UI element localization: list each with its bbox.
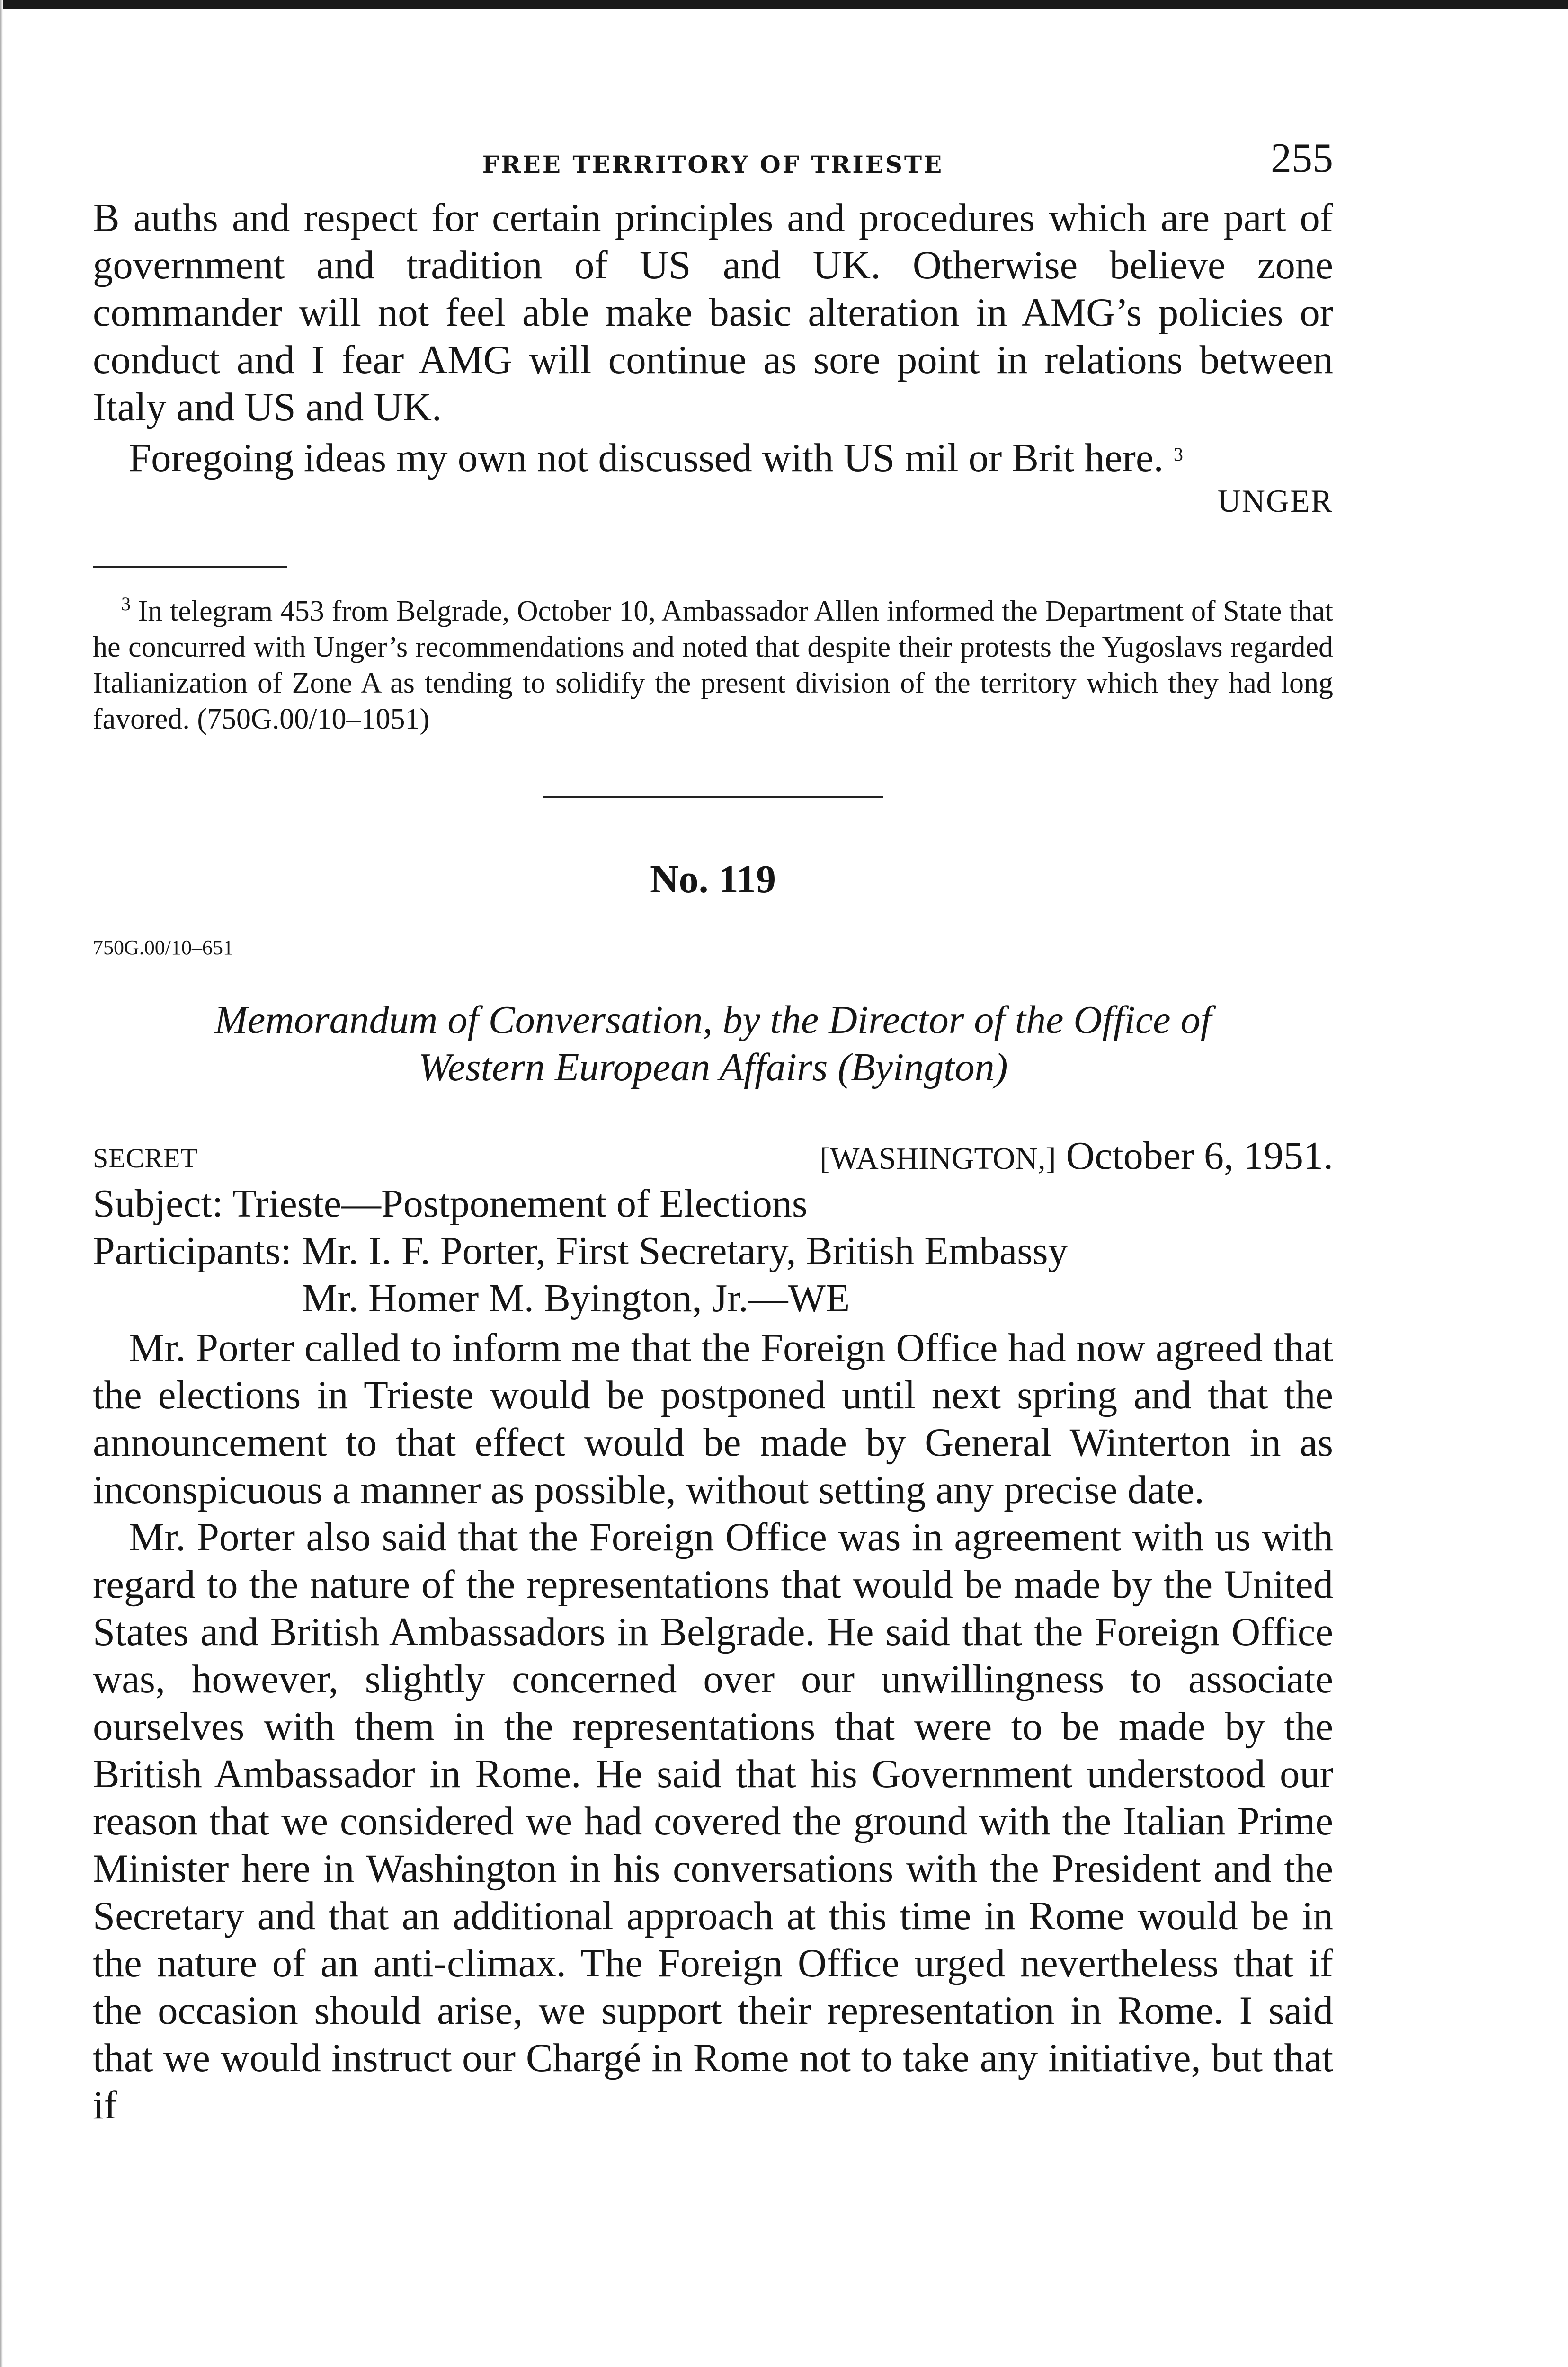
participant: Mr. I. F. Porter, First Secretary, British Embassy (302, 1229, 1068, 1273)
page-number: 255 (1271, 135, 1333, 181)
closing-paragraph-text: Foregoing ideas my own not discussed with US mil or Brit here. (129, 436, 1164, 480)
running-header (93, 128, 1333, 194)
page (93, 128, 1333, 2129)
signature: UNGER (1217, 483, 1333, 519)
footnote (93, 586, 1333, 737)
continued-paragraph: B auths and respect for certain principles and procedures which are part of government and tradition of US and UK. Otherwise believe zone commander will not feel able make basic alteration in AMG’s policies or conduct and I fear AMG will continue as sore point in relations between Italy and US and UK. (93, 196, 1333, 429)
participants-label: Participants: (93, 1229, 292, 1273)
memo-paragraph: Mr. Porter also said that the Foreign Office was in agreement with us with regard to the nature of the representations that would be made by the United States and British Ambassadors in Belgrade. He said that the Foreign Office was, however, slightly concerned over our unwillingness to associate ourselves with them in the representations that were to be made by the British Ambassador in Rome. He said that his Government understood our reason that we considered we had covered the ground with the Italian Prime Minister here in Washington in his conversations with the President and the Secretary and that an additional approach at this time in Rome would be in the nature of an anti-climax. The Foreign Office urged nevertheless that if the occasion should arise, we support their representation in Rome. I said that we would instruct our Chargé in Rome not to take any initiative, but that if (93, 1515, 1333, 2127)
memo-paragraph: Mr. Porter called to inform me that the Foreign Office had now agreed that the elections in Trieste would be postponed until next spring and that the announcement to that effect would be made by General Winterton in as inconspicuous a manner as possible, without setting any precise date. (93, 1326, 1333, 1512)
classification-marking: SECRET (93, 1143, 198, 1174)
footnote-marker: 3 (121, 593, 131, 614)
subject-text: Trieste—Postponement of Elections (232, 1182, 808, 1226)
scan-top-border (0, 0, 1568, 9)
file-number: 750G.00/10–651 (93, 936, 233, 959)
running-title: FREE TERRITORY OF TRIESTE (482, 151, 944, 178)
participants-block (93, 1228, 1333, 1322)
participant: Mr. Homer M. Byington, Jr.—WE (302, 1276, 850, 1320)
document-title-line-2: Western European Affairs (Byington) (418, 1045, 1008, 1089)
classification-dateline-row (93, 1133, 1333, 1180)
dateline (820, 1133, 1333, 1179)
dateline-place: [WASHINGTON,] (820, 1141, 1056, 1176)
section-divider (543, 796, 883, 798)
closing-paragraph (93, 431, 1333, 481)
document-title (93, 997, 1333, 1091)
subject-line (93, 1180, 1333, 1228)
footnote-divider (93, 566, 287, 568)
footnote-reference: 3 (1173, 444, 1183, 465)
scan-left-edge (0, 0, 3, 2367)
document-number: No. 119 (650, 857, 776, 901)
footnote-text: In telegram 453 from Belgrade, October 10, Ambassador Allen informed the Department of State that he concurred with Unger’s recommendations and noted that despite their protests the Yugoslavs regarded Italianization of Zone A as tending to solidify the present division of the territory which they had long favored. (750G.00/10–1051) (93, 595, 1333, 735)
subject-label: Subject: (93, 1182, 223, 1226)
participants-list (292, 1228, 1068, 1322)
dateline-date: October 6, 1951. (1066, 1134, 1333, 1178)
document-title-line-1: Memorandum of Conversation, by the Director of the Office of (214, 998, 1212, 1042)
